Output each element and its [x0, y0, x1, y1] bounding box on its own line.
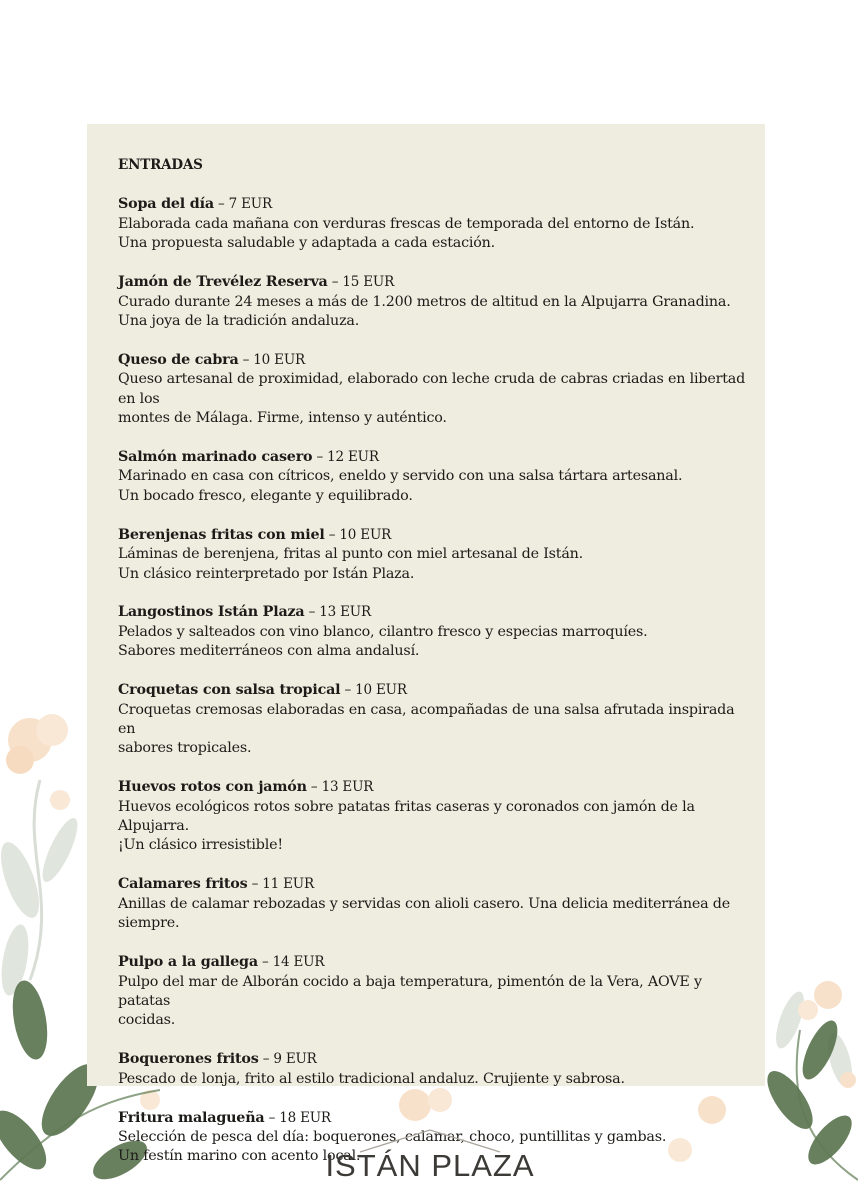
dish-description-line: sabores tropicales.	[118, 740, 252, 757]
dish-name: Boquerones fritos	[118, 1051, 259, 1068]
dish-description-line: Croquetas cremosas elaboradas en casa, acompañadas de una salsa afrutada inspirada en	[118, 701, 735, 737]
menu-item-heading	[118, 1050, 748, 1069]
dish-description-line: Una joya de la tradición andaluza.	[118, 312, 360, 329]
dish-description-line: Pulpo del mar de Alborán cocido a baja temperatura, pimentón de la Vera, AOVE y patatas	[118, 973, 702, 1009]
dish-name: Fritura malagueña	[118, 1109, 265, 1126]
menu-item-heading	[118, 448, 748, 467]
price-separator	[325, 527, 340, 543]
price-separator	[264, 1110, 279, 1126]
price-dash: –	[308, 604, 320, 621]
dish-price: 13 EUR	[321, 779, 374, 796]
dish-name: Calamares fritos	[118, 876, 248, 893]
menu-item	[118, 195, 748, 253]
price-dash: –	[344, 682, 356, 699]
menu-content	[118, 156, 748, 1186]
price-dash: –	[261, 954, 273, 971]
price-separator	[312, 449, 327, 465]
price-separator	[307, 779, 322, 795]
logo-text: ISTÁN PLAZA	[325, 1148, 535, 1183]
menu-item-heading	[118, 195, 748, 214]
price-dash: –	[328, 526, 340, 543]
dish-name: Langostinos Istán Plaza	[118, 604, 305, 621]
menu-item	[118, 1050, 748, 1089]
menu-item	[118, 448, 748, 506]
dish-name: Pulpo a la gallega	[118, 954, 258, 971]
dish-price: 15 EUR	[342, 274, 395, 291]
section-title: ENTRADAS	[118, 157, 203, 173]
dish-name: Berenjenas fritas con miel	[118, 526, 325, 543]
price-dash: –	[251, 876, 263, 893]
dish-price: 14 EUR	[272, 954, 325, 971]
dish-price: 7 EUR	[228, 196, 272, 213]
dish-description-line: Un bocado fresco, elegante y equilibrado.	[118, 487, 413, 504]
menu-item	[118, 778, 748, 856]
menu-item-heading	[118, 778, 748, 797]
dish-description-line: ¡Un clásico irresistible!	[118, 837, 283, 854]
dish-price: 10 EUR	[355, 682, 407, 699]
price-dash: –	[316, 448, 328, 465]
dish-name: Salmón marinado casero	[118, 448, 313, 465]
dish-price: 11 EUR	[262, 876, 314, 893]
menu-item-heading	[118, 681, 748, 700]
price-separator	[328, 274, 343, 290]
price-separator	[248, 876, 263, 892]
dish-price: 10 EUR	[339, 526, 392, 543]
menu-items-list	[118, 195, 748, 1166]
dish-description-line: Un clásico reinterpretado por Istán Plaza.	[118, 565, 415, 582]
dish-description-line: Anillas de calamar rebozadas y servidas con alioli casero. Una delicia mediterránea de siempre.	[118, 895, 730, 932]
menu-item	[118, 953, 748, 1031]
price-dash: –	[218, 196, 229, 213]
menu-item-heading	[118, 526, 748, 545]
menu-item	[118, 603, 748, 661]
dish-description-line: Elaborada cada mañana con verduras frescas de temporada del entorno de Istán.	[118, 215, 695, 232]
dish-name: Queso de cabra	[118, 351, 239, 368]
dish-name: Huevos rotos con jamón	[118, 779, 307, 796]
dish-description-line: Sabores mediterráneos con alma andalusí.	[118, 643, 420, 660]
dish-description-line: Pelados y salteados con vino blanco, cilantro fresco y especias marroquíes.	[118, 623, 648, 640]
menu-item	[118, 681, 748, 759]
dish-description-line: Un festín marino con acento local.	[118, 1148, 361, 1165]
dish-name: Croquetas con salsa tropical	[118, 682, 341, 699]
dish-description-line: Selección de pesca del día: boquerones, calamar, choco, puntillitas y gambas.	[118, 1128, 667, 1145]
price-separator	[259, 1051, 274, 1067]
price-dash: –	[242, 351, 254, 368]
menu-item-heading	[118, 875, 748, 894]
menu-item-heading	[118, 953, 748, 972]
dish-description-line: Láminas de berenjena, fritas al punto con miel artesanal de Istán.	[118, 546, 584, 563]
dish-price: 10 EUR	[253, 351, 305, 368]
menu-item	[118, 875, 748, 933]
menu-item	[118, 351, 748, 429]
menu-item-heading	[118, 351, 748, 370]
price-separator	[305, 604, 320, 620]
dish-description-line: montes de Málaga. Firme, intenso y auténtico.	[118, 410, 447, 427]
dish-price: 18 EUR	[279, 1109, 331, 1126]
price-separator	[239, 352, 254, 368]
price-dash: –	[331, 274, 343, 291]
price-dash: –	[262, 1051, 274, 1068]
price-separator	[214, 196, 229, 212]
dish-description-line: cocidas.	[118, 1012, 176, 1029]
menu-item	[118, 273, 748, 331]
price-dash: –	[268, 1109, 280, 1126]
dish-description-line: Marinado en casa con cítricos, eneldo y servido con una salsa tártara artesanal.	[118, 468, 683, 485]
brand-logo	[300, 1122, 560, 1182]
menu-item-heading	[118, 273, 748, 292]
price-separator	[258, 954, 273, 970]
price-dash: –	[310, 779, 322, 796]
menu-item	[118, 526, 748, 584]
dish-price: 12 EUR	[327, 448, 379, 465]
dish-description-line: Curado durante 24 meses a más de 1.200 metros de altitud en la Alpujarra Granadina.	[118, 293, 731, 310]
dish-name: Sopa del día	[118, 196, 214, 213]
dish-price: 13 EUR	[319, 604, 371, 621]
dish-description-line: Queso artesanal de proximidad, elaborado con leche cruda de cabras criadas en libertad en los	[118, 371, 746, 407]
dish-name: Jamón de Trevélez Reserva	[118, 274, 328, 291]
dish-description-line: Pescado de lonja, frito al estilo tradicional andaluz. Crujiente y sabrosa.	[118, 1070, 625, 1087]
menu-item-heading	[118, 603, 748, 622]
dish-price: 9 EUR	[273, 1051, 317, 1068]
price-separator	[340, 682, 355, 698]
dish-description-line: Huevos ecológicos rotos sobre patatas fritas caseras y coronados con jamón de la Alpujarra.	[118, 798, 695, 835]
dish-description-line: Una propuesta saludable y adaptada a cada estación.	[118, 235, 496, 252]
